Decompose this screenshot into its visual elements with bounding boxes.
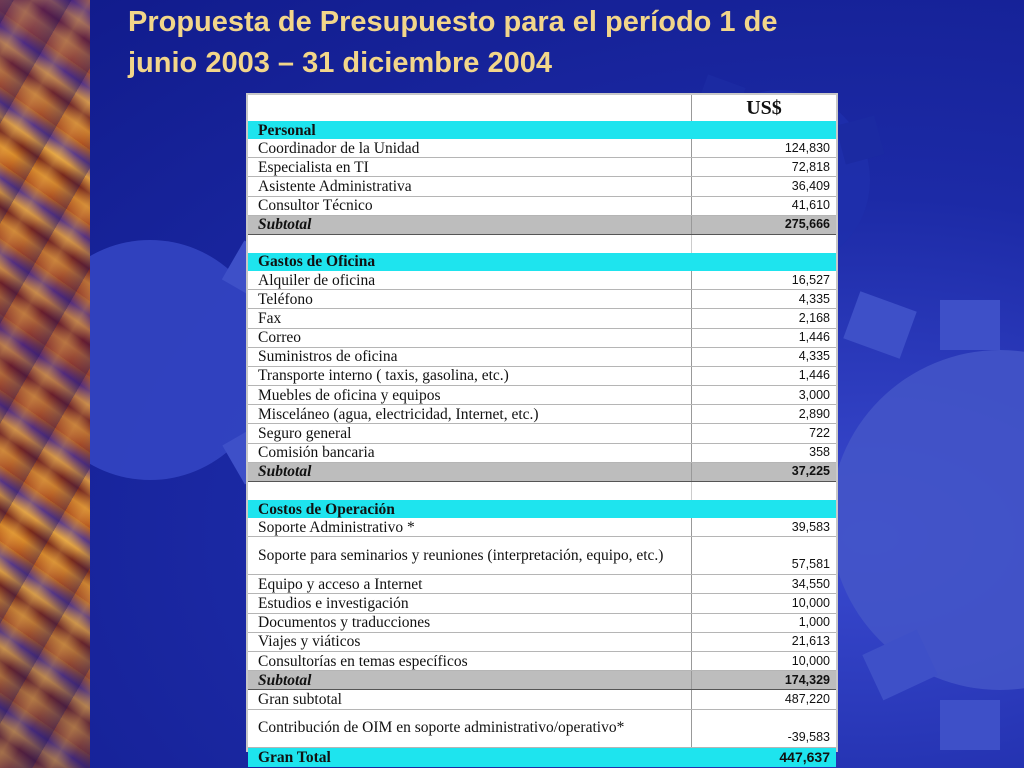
table-row: Seguro general 722: [248, 424, 836, 443]
slide-title-line-1: Propuesta de Presupuesto para el período 1 de: [128, 6, 778, 38]
table-row: Suministros de oficina 4,335: [248, 347, 836, 366]
table-row: Especialista en TI 72,818: [248, 158, 836, 177]
contribucion-row: Contribución de OIM en soporte administrativo/operativo* -39,583: [248, 709, 836, 747]
gran-total-row: Gran Total 447,637: [248, 747, 836, 767]
table-row: Soporte Administrativo * 39,583: [248, 518, 836, 537]
slide-title-line-2: junio 2003 – 31 diciembre 2004: [128, 47, 552, 79]
table-row: Soporte para seminarios y reuniones (interpretación, equipo, etc.) 57,581: [248, 537, 836, 575]
table-row: Asistente Administrativa 36,409: [248, 177, 836, 196]
table-row: Viajes y viáticos 21,613: [248, 632, 836, 651]
table-row: Alquiler de oficina 16,527: [248, 271, 836, 290]
table-row: Coordinador de la Unidad 124,830: [248, 139, 836, 158]
table-header-row: [248, 95, 836, 121]
table-row: Transporte interno ( taxis, gasolina, etc.) 1,446: [248, 366, 836, 385]
table-row: Teléfono 4,335: [248, 290, 836, 309]
gear-icon: [830, 350, 1024, 690]
table-row: Estudios e investigación 10,000: [248, 594, 836, 613]
table-row: Documentos y traducciones 1,000: [248, 613, 836, 632]
table-row: Misceláneo (agua, electricidad, Internet, etc.) 2,890: [248, 405, 836, 424]
table-row: Consultorías en temas específicos 10,000: [248, 651, 836, 670]
table-row: Comisión bancaria 358: [248, 443, 836, 462]
table-row: Fax 2,168: [248, 309, 836, 328]
table-row: Correo 1,446: [248, 328, 836, 347]
decorative-side-strip: [0, 0, 90, 768]
section-gastos-oficina: Gastos de Oficina: [248, 253, 836, 271]
gran-subtotal-row: Gran subtotal 487,220: [248, 690, 836, 709]
section-personal: Personal: [248, 121, 836, 139]
subtotal-row-personal: Subtotal 275,666: [248, 215, 836, 234]
slide-title: [128, 2, 998, 84]
budget-table: [248, 95, 836, 767]
budget-table-image: [246, 93, 838, 766]
table-row: Equipo y acceso a Internet 34,550: [248, 575, 836, 594]
subtotal-row-operacion: Subtotal 174,329: [248, 671, 836, 690]
section-costos-operacion: Costos de Operación: [248, 500, 836, 518]
table-row: Consultor Técnico 41,610: [248, 196, 836, 215]
currency-header: US$: [692, 95, 837, 121]
table-row: Muebles de oficina y equipos 3,000: [248, 386, 836, 405]
subtotal-row-oficina: Subtotal 37,225: [248, 462, 836, 481]
